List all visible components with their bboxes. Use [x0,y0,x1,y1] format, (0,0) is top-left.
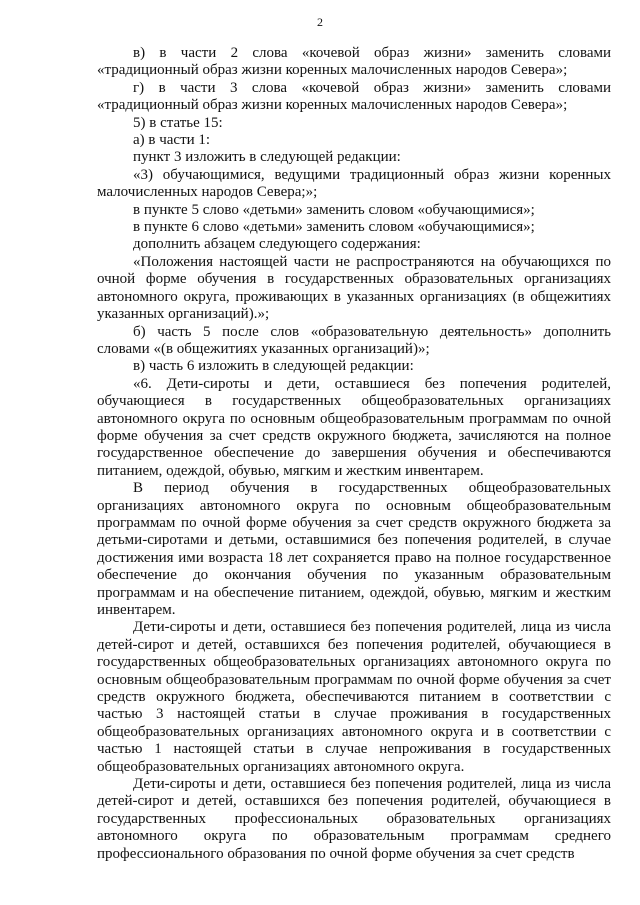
paragraph-v-part-2: в) в части 2 слова «кочевой образ жизни» заменить словами «традиционный образ жизни коренных малочисленных народов Севера»; [97,45,611,79]
paragraph-orphans-nutrition: Дети-сироты и дети, оставшиеся без попечения родителей, лица из числа детей-сирот и детей, оставшихся без попечения родителей, обучающиеся в государственных общеобразовательных организациях автономного округа по основным общеобразовательным программам по очной форме обучения за счет средств окружного бюджета, обеспечиваются питанием в соответствии с частью 3 настоящей статьи в случае проживания в государственных общеобразовательных организациях автономного округа и в соответствии с частью 1 настоящей статьи в случае непроживания в государственных общеобразовательных организациях автономного округа. [97,619,611,775]
paragraph-item-3-text: «3) обучающимися, ведущими традиционный образ жизни коренных малочисленных народов Севера;»; [97,166,611,201]
document-body [97,45,611,863]
paragraph-item-3-intro: пункт 3 изложить в следующей редакции: [133,149,401,166]
paragraph-add-clause-intro: дополнить абзацем следующего содержания: [133,236,421,253]
paragraph-v-part-6-intro: в) часть 6 изложить в следующей редакции: [133,358,414,375]
paragraph-g-part-3: г) в части 3 слова «кочевой образ жизни» заменить словами «традиционный образ жизни коренных малочисленных народов Севера»; [97,79,611,114]
paragraph-part-6-text: «6. Дети-сироты и дети, оставшиеся без попечения родителей, обучающиеся в государственных общеобразовательных организациях автономного округа по основным общеобразовательным программам по очной форме обучения за счет средств окружного бюджета, зачисляются на полное государственное обеспечение до завершения обучения и обеспечиваются питанием, одеждой, обувью, мягким и жестким инвентарем. [97,375,611,479]
paragraph-orphans-professional: Дети-сироты и дети, оставшиеся без попечения родителей, лица из числа детей-сирот и детей, оставшихся без попечения родителей, обучающиеся в государственных профессиональных образовательных организациях автономного округа по образовательным программам среднего профессионального образования по очной форме обучения за счет средств [97,776,611,862]
paragraph-a-part-1: а) в части 1: [133,132,211,149]
page-number: 2 [317,15,323,29]
paragraph-item-5: в пункте 5 слово «детьми» заменить словом «обучающимися»; [133,201,535,218]
paragraph-study-period: В период обучения в государственных общеобразовательных организациях автономного округа по основным общеобразовательным программам по очной форме обучения за счет средств окружного бюджета за детьми-сиротами и детьми, оставшимися без попечения родителей, в случае достижения ими возраста 18 лет сохраняется право на полное государственное обеспечение до окончания обучения по указанным образовательным программам и на обеспечение питанием, одеждой, обувью, мягким и жестким инвентарем. [97,480,611,618]
paragraph-b-part-5: б) часть 5 после слов «образовательную деятельность» дополнить словами «(в общежитиях указанных организаций)»; [97,323,611,357]
paragraph-item-6: в пункте 6 слово «детьми» заменить словом «обучающимися»; [133,219,535,236]
paragraph-add-clause-text: «Положения настоящей части не распространяются на обучающихся по очной форме обучения в государственных образовательных организациях автономного округа, проживающих в указанных организациях (в общежитиях указанных организаций).»; [97,253,611,323]
paragraph-article-15: 5) в статье 15: [133,114,223,131]
